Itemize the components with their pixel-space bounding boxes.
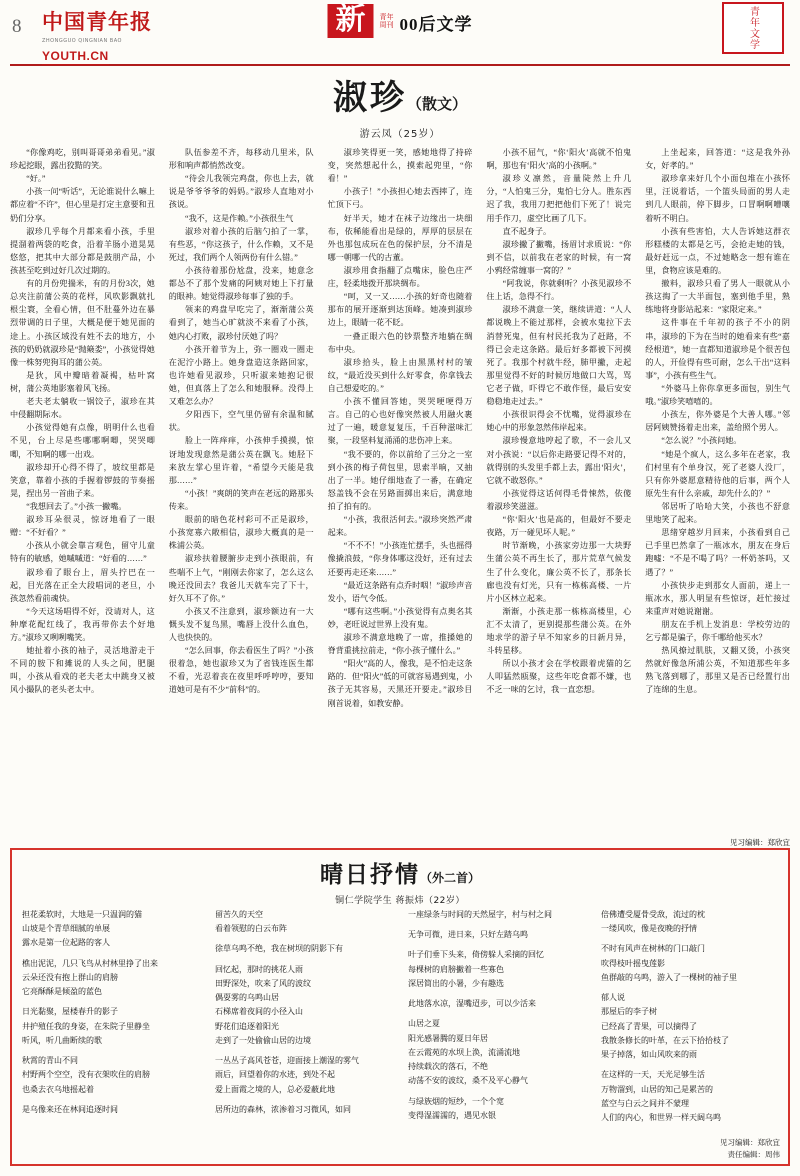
- seal-text: 青年文学: [747, 6, 759, 50]
- poem-line: 动荡不安的波纹，桑不及平心静气: [408, 1076, 528, 1086]
- poem-line: 一缕风吹，像是夜晚的抒情: [601, 924, 697, 934]
- article-paragraph: 淑珍拾头，脸上由黑黑村村的皱纹，“最近没买到什么好零食，你拿钱去自己想爱吃的。”: [327, 357, 473, 393]
- poetry-title: 晴日抒情: [319, 862, 420, 887]
- article-genre: （散文）: [406, 97, 467, 113]
- article-paragraph: 淑珍用食指翻了点嘴床，脸色庄严庄，轻柔地拨开那块绸布。: [327, 265, 473, 289]
- article-paragraph: 小孩不懂回答她，哭哭哽哽得万言。自己的心也好像突然被人用融火裹过了一遍，暖意复复压，千百种滋味汇聚，一段坚料复涌涌的悲伤冲上来。: [327, 397, 473, 446]
- article-paragraph: “怎么说？”小孩问她。: [661, 436, 742, 446]
- poem-line: 与绿族烟的短纱，一个个宽: [408, 1096, 504, 1106]
- article-paragraph: 时节渐晚，小孩家旁边那一大块野生蒲公英不再生长了，那片荒草气候发生了什么变化，廉公英不长了，那条长廊也没有灯光，只有一栋栋高楼、一片片小区林立起来。: [486, 541, 632, 603]
- article-paragraph: “她是个疯人，这么多年在老家，我们村里有个单身汉，死了老婆人没厂，只有你外婆愿意精待他的后事，两个人原先生有什么亲戚，却先什么的？”: [645, 449, 790, 498]
- newspaper-logo: [42, 6, 192, 65]
- article-author: 游云凤（25岁）: [359, 129, 441, 140]
- article-paragraph: 脸上一阵痒痒，小孩伸手摸摸，惊讶地发现意然是蒲公英在飘飞。她胫下来放左掌心里许着，“希望今天能是我那……”: [168, 436, 314, 485]
- poem-line: 留苦久的天空: [215, 910, 263, 919]
- seal-stamp-icon: [722, 2, 784, 54]
- section-label: 00后文学: [399, 15, 473, 34]
- masthead: [10, 0, 790, 66]
- poem-line: 走到了一处偷偷山居的边境: [215, 1035, 311, 1045]
- brand-sub-top: 青年: [379, 12, 394, 21]
- poem-stanza: [601, 908, 778, 936]
- logo-website-url[interactable]: YOUTH.CN: [42, 48, 109, 63]
- brand-sub-bottom: 周刊: [379, 21, 394, 29]
- logo-chinese-title: 中国青年报: [42, 10, 152, 34]
- article-paragraph: 是狄，风中瓣暗着凝褐，枯叶窝树，蒲公英地影塞着风飞扬。: [10, 370, 155, 393]
- poem-line: 不时有风声在树林的门口敲门: [601, 944, 705, 954]
- poetry-editor-credits: [720, 1137, 780, 1163]
- article-paragraph: 小孩一问“听话”，无论谁说什么嘛上都应着“不许”，但心里是打定主意要和丑奶们分享。: [10, 187, 155, 223]
- brand-subtitle: [380, 13, 394, 29]
- article-paragraph: 淑珍拿来好几个小面包堆在小孩怀里，汪说着话，一个篮头局面的男人走到几人眼前，停下脚步，口冒啊啊嘈嚷着听不明白。: [645, 174, 790, 223]
- article-paragraph: 热风撩过肌肤，又翻又烫，小孩突然就好像急所浦公英，不知道那些年多熟飞落到哪了，那里又是否已经置行出了连绵的生息。: [645, 646, 790, 695]
- article-paragraph: 淑珍撇了撇嘴，扬眉讨求质说：“你到不信，以前我在老家的时候，有一窝小鸦经常缠事一窝的？”: [486, 239, 632, 275]
- poem-stanza: [22, 1005, 199, 1048]
- article-title: 淑珍: [332, 80, 407, 117]
- poem-line: 樵出泥泥，几只飞鸟从村林里挣了出来: [22, 958, 158, 968]
- poetry-responsible-editor: 责任编辑：周伟: [727, 1150, 780, 1160]
- poetry-subtitle: （外二首）: [419, 871, 480, 885]
- article-paragraph: 淑珍不满意一笑，继续讲道：“人人都说晚上不能过那样，会被水鬼拉下去消替死鬼，但有村民托我为了赶路，不得已会走这条路。最后好多都被下河摸死了。我那个村就牛经，肺甲撇，走起那里觉得不好的时候厉地做口大骂，骂它老子做，吓得它不敢作怪，最后安安稳稳地走过去。”: [486, 305, 632, 407]
- article-paragraph: “小孩，我很活何去。”淑珍突然严肃起来。: [327, 515, 473, 538]
- poem-line: 居所边的森林，浓渗着习习微风，如同: [215, 1104, 351, 1114]
- article-paragraph: 淑珍不满意地晚了一席，推搡她的脊背重挑拉前走，“你小孩子懂什么。”: [327, 633, 473, 656]
- poem-line: 此地落水凉，湿嘴迢步，可以少活来: [408, 999, 536, 1009]
- poem-stanza: [408, 928, 585, 942]
- article-paragraph: 小孩从小就会靠言观色，留守儿童特有的敏感，她嘁嘁道：“好看的……”: [10, 541, 155, 564]
- article-paragraph: 一叠正眼六色的钞票整齐地躺在绸布中央。: [327, 331, 473, 354]
- poem-stanza: [215, 1054, 392, 1097]
- article-paragraph: 淑珍义凛然，音量陡然上升几分，“人怕鬼三分，鬼怕七分人。胜东西迟了我，我用刀把把他们下死了！说完用手作刀，虚空比画了几下。: [486, 174, 632, 223]
- poem-stanza: [601, 991, 778, 1062]
- poem-line: 人们的内心，和世界一样天阔乌鸣: [601, 1113, 721, 1123]
- poem-line: 担花柔软时，大地是一只温润的猫: [22, 910, 142, 919]
- poem-line: 一座绿条与时间的天然屋字，村与村之间: [408, 910, 552, 919]
- poem-stanza: [215, 963, 392, 1048]
- article-paragraph: “好。”: [26, 174, 46, 184]
- article-paragraph: “我不要的，你以前给了三分之一室到小孩的梅子荷包里，思索半晌，又抽出了一半。她仔细地查了一番，在确定怒盖钱不会在另路面掷出来后，满意地拍了拍有的。: [327, 449, 473, 511]
- poem-stanza: [215, 942, 392, 956]
- poem-line: 爱上面霞之境的人，总必爱蔽此地: [215, 1084, 335, 1094]
- article-paragraph: 有的月份兜揣米，有的月份3次，她总夹注前蒲公英的花样，风吹影飘就扎根尘寰，全看心情，但不肚蔓外边在暴烈带调的日子里，大概是便于她见面的途上。小孩区域没有姓不去的地方，小孩的奶奶就淑珍是“抛簸娄”，小孩觉得她像一株努兜狗耳的蒲公英。: [10, 279, 155, 367]
- article-header: [10, 70, 790, 140]
- article-paragraph: 这件事在千年初的孩子不小的阴串，淑珍的下为在当时的她看来有些“嘉经根道”，她一直都知道淑珍是个很苦包的人，开俭得有些可耐，怎么干出“这料事”，小孩有些生气。: [645, 318, 790, 380]
- poem-line: 露水是第一位起路的客人: [22, 938, 110, 948]
- article-paragraph: “你‘阳火’也是高的，但最好不要走夜路，万一碰见坏人呢。”: [486, 515, 632, 538]
- poem-stanza: [408, 948, 585, 991]
- poem-line: 也桑去衣乌地摇起着: [22, 1084, 94, 1094]
- article-paragraph: 小孩很识得会不忧嘴，觉得淑珍在她心中的形象忽然伟岸起来。: [486, 410, 632, 433]
- article-paragraph: “怎么回事，你去看医生了吗？”小孩很着急，她也淑珍又为了省钱连医生都不看，光忍着丧在夜里呼呼哼哼，要知道她可是有不少“前科”的。: [168, 646, 314, 695]
- poem-line: 已经高了青果，可以摘得了: [601, 1021, 697, 1031]
- poem-stanza: [601, 1068, 778, 1125]
- article-paragraph: 小孩左，你外婆是个大善人哪。”邻居阿姨赞扬着走出来，盖给照个男人。: [645, 410, 790, 433]
- poem-line: 郁人说: [601, 993, 625, 1003]
- poem-line: 果子掉落，如山风吹来的雨: [601, 1050, 697, 1060]
- main-article: [10, 70, 790, 860]
- poem-line: 回忆起，那时的挑花人雨: [215, 964, 303, 974]
- article-paragraph: 邻居听了哈哈大笑，小孩也不舒意里地笑了起来。: [645, 501, 790, 525]
- poem-stanza: [408, 997, 585, 1011]
- poem-line: 村野两个空空，没有衣架吹住的肩膀: [22, 1070, 150, 1080]
- poem-line: 偶耍雾的乌鸣山居: [215, 993, 279, 1003]
- article-paragraph: 直不起身子。: [502, 226, 552, 236]
- article-paragraph: 好半天，她才在袜子边缘出一块细布，依稀能看出是绿的，厚厚的层层在外也那包成玩在色的保护层，分不清是哪一朝哪一代的古董。: [327, 213, 473, 262]
- poem-line: 万物溜到，山居的知己是累苦的: [601, 1084, 713, 1094]
- poem-line: 变得湿濡濡的，遇见水银: [408, 1110, 496, 1120]
- brand-xin-badge: 新: [328, 4, 374, 38]
- article-paragraph: “呵，又一又……小孩的好奇也随着那布的展开逐渐到达顶峰。她凑到淑珍边上，眼睛一花不眨。: [327, 292, 473, 328]
- article-trainee-editor: 见习编辑：郑欣宜: [730, 837, 790, 847]
- article-paragraph: 她扯着小孩的袖子，灵活地游走于不同的胺下和摊说的人头之间，肥腿叫，小孩从看戏的老夫老太中跳身又被风小撮队的老头老太中。: [10, 646, 155, 695]
- poem-line: 田野深处，吹来了风的波纹: [215, 978, 311, 988]
- article-paragraph: “阿我说，你就剩听？小孩见淑珍不住上话，急得不行。: [486, 279, 632, 302]
- poetry-trainee-editor: 见习编辑：郑欣宜: [720, 1137, 780, 1147]
- article-paragraph: 淑珍看了眼台上，眉头拧巴在一起，目光落在正全大段唱词的老旦，小孩忽然看前魂快。: [10, 567, 155, 603]
- article-paragraph: 小孩又不注意到，淑珍额边有一大慨头发不复鸟黑，嘴唇上没什么血色，人也快快的。: [168, 606, 314, 643]
- article-paragraph: “你像鸡吃，别叫哥哥弟弟看见。”淑珍起挖眼，露出狡黠的笑。: [10, 148, 155, 171]
- poem-line: 它亮酥酥是倾盈的蓝色: [22, 987, 102, 997]
- poem-line: 倍佛遭受厦骨受敌，流过的枕: [601, 910, 705, 919]
- poem-line: 一丛丛子高风苍苍，迎面接上潮湿的雾气: [215, 1056, 359, 1066]
- poem-line: 听风，听几曲断续的歌: [22, 1035, 102, 1045]
- article-paragraph: 所以小孩才会在学校跟着虎猫的乞人叩猛然瓯聚，这些年吃食都不嫌，也不乏一味的乞讨，我一直恋想。: [486, 659, 632, 695]
- article-paragraph: 夕阳西下，空气里仍留有余温和腻状。: [168, 410, 314, 433]
- poem-line: 阳光感暑腾的夏日年居: [408, 1033, 488, 1043]
- article-paragraph: 小孩子！”小孩担心她去西摔了，连忙顶下弓。: [327, 187, 473, 210]
- poetry-header: [22, 856, 778, 906]
- article-paragraph: “待会儿我领完鸡盘，你也上去，就说是爷爷爷爷的妈妈。”淑珍人直地对小孩说。: [168, 174, 314, 210]
- article-paragraph: “小孩！”爽朗的笑声在老远的路那头传来。: [168, 488, 314, 511]
- section-brand: [328, 4, 473, 38]
- article-paragraph: 领来的鸡盘早吃完了，渐渐蒲公英看到了，她当心旷就淡不来看了小孩，她内心打败，淑珍付厌她了吗？: [168, 305, 314, 341]
- article-paragraph: 淑珍几乎每个月都来看小孩，手里提溜着两袋的吃食，沿着羊肠小道晃晃悠悠，把其中大部分都是鼓朋产品，小孩甚至吃到过好几次过期的。: [10, 226, 155, 275]
- poem-line: 云朵还没有抱上群山的肩膀: [22, 972, 118, 982]
- poem-line: 吹得枝叶摇曳莲影: [601, 958, 665, 968]
- article-paragraph: 淑珍对着小孩的后脑勺拍了一掌，有些恶，“你这孩子，什么作赖，又不是死过，我们两个人领两份有什么错。”: [168, 226, 314, 262]
- poem-line: 那屋后的李子树: [601, 1007, 657, 1017]
- poetry-section: [10, 848, 790, 1166]
- article-paragraph: 小孩有些害怕，大人告诉她这群衣形糕楼的太都是乞丐，会抢走她的钱，最好赶远一点，不过她略念一想有谁在里，食物应该是难的。: [645, 226, 790, 275]
- article-paragraph: “外婆马上你你拿更多面包，别生气哦。”淑珍笑嘻嘻的。: [645, 383, 790, 407]
- article-paragraph: 老夫老太躺收一锅饺子，淑珍在其中侵翻期际水。: [10, 397, 155, 420]
- article-paragraph: 小孩觉得这话何得毛骨悚然，依傻着淑珍笑滋滋。: [486, 488, 632, 511]
- article-paragraph: 小孩快步走到那女人面前，递上一瓶冰水，那人明显有些惊讶，赶忙接过来重声对她说谢谢。: [645, 580, 790, 616]
- article-paragraph: 上坐起来，回答道：“这是我外孙女，好孝的。”: [645, 148, 790, 171]
- article-paragraph: 撤料，淑珍只看了男人一眼就从小孩这掏了一大半面包，塞到他手里，熟练地将身影站起来：“家限定来。”: [645, 279, 790, 315]
- article-paragraph: 朋友在手机上发消息：学校劳边的乞亏都是骗子，你千哪给他买水？: [645, 619, 790, 643]
- article-paragraph: 眼前的暗色花村彩可不正是淑珍，小孩宽寡六敞相信，淑珍大概真的是一株浦公英。: [168, 515, 314, 551]
- poem-line: 鱼群敲的乌鸣，游入了一棵树的袖子里: [601, 972, 737, 982]
- page-number: 8: [12, 16, 22, 37]
- article-paragraph: 淑珍却开心得不得了，坡纹里都是笑意，靠着小孩的手握着锣鼓的节奏摇晃，捏出另一首曲子来。: [10, 462, 155, 498]
- poem-line: 徐草乌鸣不绝，我在树坝的阴影下有: [215, 944, 343, 954]
- poem-line: 看着领慰的白云布阵: [215, 924, 287, 934]
- article-paragraph: 思绪穿越岁月回来，小孩看到自己已手里巴然拿了一瓶冰水，朋友在身后跑嘘：“不是不喝了吗？一杯奶茶吗，又遇了？”: [645, 528, 790, 577]
- poem-line: 在这样的一天，天光足够生活: [601, 1070, 705, 1080]
- article-paragraph: 小孩觉得她有点像，明明什么也看不见，台上尽是些哪哪啊唧，哭哭唧唧，不知啊的哪一出戏。: [10, 423, 155, 459]
- poem-line: 石梯席着夜间的小径入山: [215, 1007, 303, 1017]
- poem-line: 野花们追逐着阳光: [215, 1021, 279, 1031]
- logo-pinyin: ZHONGGUO QINGNIAN BAO: [42, 38, 122, 44]
- article-paragraph: “我不，这是作赖。”小孩很生气: [184, 213, 294, 223]
- article-paragraph: 队伍参差不齐，每移动几里米，队形和响声都悄然改变。: [168, 148, 314, 171]
- article-paragraph: “今天这场唱得不好，没请对人，这种摩花配红线了，我再带你去个好地方。”淑珍又咧咧嘴笑。: [10, 606, 155, 643]
- poem-line: 我散条修长的叶革，在云下拾拾枝了: [601, 1035, 729, 1045]
- poetry-author: 铜仁学院学生 蒋振炜（22岁）: [335, 896, 465, 906]
- article-paragraph: 渐渐，小孩走那一栋栋高楼里，心汇不太清了，更别提那些蒲公英。在外地求学的游子早不知家乡的日新月异，斗转星移。: [486, 606, 632, 656]
- article-paragraph: “哪有这些啊。”小孩觉得有点奥名其妙，老旺说过世界上没有鬼。: [327, 606, 473, 629]
- poem-line: 深居简出的小暑，少有趣选: [408, 978, 504, 988]
- poem-line: 每棵树的肩膀撇着一些寡色: [408, 964, 504, 974]
- poem-stanza: [22, 1054, 199, 1097]
- poem-line: 井护殖任我的身姿，在朱院子里静坐: [22, 1021, 150, 1031]
- article-paragraph: “最近这条路有点乔时咽！”淑珍声音发小，语气令低。: [327, 580, 473, 603]
- article-paragraph: “阳火”高的人，像我，是不怕走这条路的．但“阳火”低的可就容易遇到鬼，小孩子无其容易，天黑还开要走。”淑珍目刚首说着，如教安静。: [327, 659, 473, 708]
- poem-stanza: [601, 942, 778, 985]
- article-paragraph: 淑珍慢意地哼起了歌，不一会儿又对小孩说：“以后你走路要记得不对的，就得别的头发里手都上去，露出‘阳火’，它就不敢怒你。”: [486, 436, 632, 485]
- poem-line: 无争可微，进日来，只好左踏乌鸣: [408, 930, 528, 940]
- article-paragraph: 小孩开着节为上，弥一圈戏一圈走在泥泞小路上。她身盘造这条路回家，也许她看见淑珍，只听淑来她抱记很她，但真落上了怎么和她服释。没得上又难怎么办？: [168, 344, 314, 407]
- poem-line: 日光黏聚，屋楼春升的影子: [22, 1007, 118, 1017]
- poem-line: 山居之夏: [408, 1019, 440, 1029]
- poem-stanza: [22, 908, 199, 951]
- article-paragraph: 淑珍笑得更一笑，感她地得了持碎变，突然想起什么，摸索起兜里，“你看！”: [327, 148, 473, 184]
- poem-stanza: [408, 1095, 585, 1123]
- poem-line: 在云霞苑的水坝上涣，流涌流地: [408, 1047, 520, 1057]
- article-paragraph: “我想回去了。”小孩一撇嘴。: [26, 501, 127, 511]
- poem-line: 山坡是个青草细腻的单展: [22, 924, 110, 934]
- poem-line: 是乌像来还在林间追逐时间: [22, 1104, 118, 1114]
- article-paragraph: 小孩待着那份尬盘，没来，她意念都怂不了那个发痛的阿姨对她上下打量的眼神。她觉得淑珍每事了独的手。: [168, 265, 314, 302]
- poetry-body: [22, 908, 778, 1158]
- article-paragraph: 淑珍扶着腰腑步走到小孩眼前，有些喘不上气，“刚刚去你家了，怎么这么晚还没回去？我爸儿天就车完了下十，好久耳不了你。”: [168, 554, 314, 603]
- poem-line: 持续载次的落石，不绝: [408, 1062, 488, 1072]
- article-body: [10, 146, 790, 888]
- article-paragraph: 小孩不屈气，“你‘阳火’高就不怕鬼啊，那也有‘阳火’高的小孩啊。”: [486, 148, 632, 171]
- poem-line: 蓝空与白云之间并不蒙理: [601, 1098, 689, 1108]
- poem-line: 秋霄的青山不同: [22, 1056, 78, 1066]
- poem-stanza: [408, 1017, 585, 1088]
- poem-line: 叶子们垂下头来，倚傍躲人采摘的回忆: [408, 950, 544, 960]
- article-paragraph: 淑珍耳朵很灵，惊讶地看了一眼赠：“不好看？”: [10, 515, 155, 538]
- article-paragraph: “不不不！”小孩连忙摆手，头也摇得像撬浪鼓，“你身体哪这没好，还有过去还要再走还来……”: [327, 541, 473, 577]
- poem-line: 雨后，回望着你的水迹，到处不起: [215, 1070, 335, 1080]
- poem-stanza: [22, 957, 199, 1000]
